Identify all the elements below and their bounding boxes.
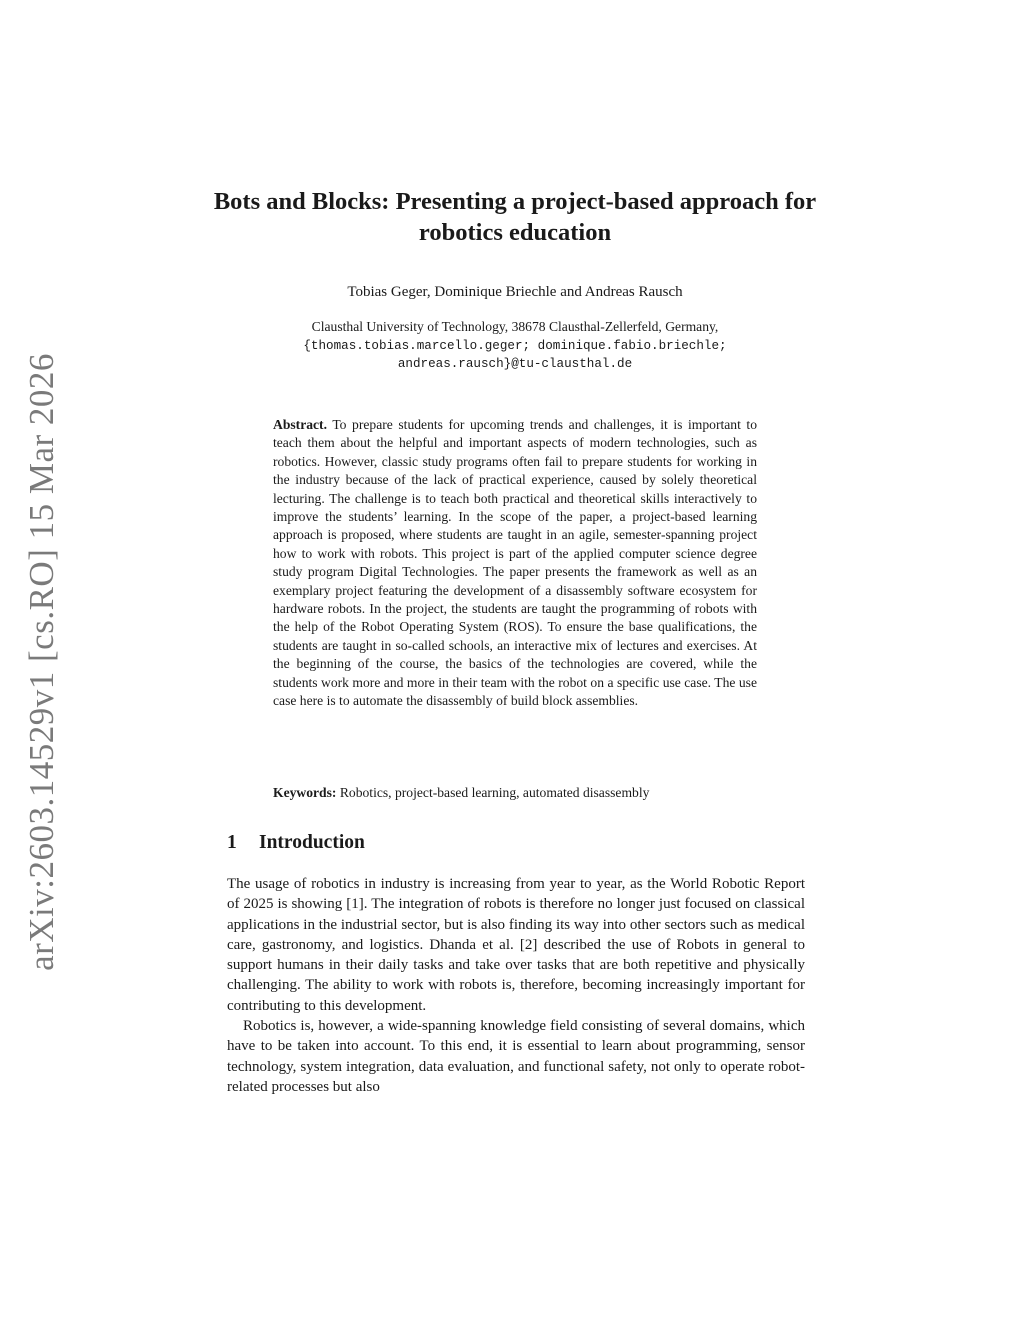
section-heading: [227, 832, 365, 854]
keywords-label: Keywords:: [273, 785, 337, 800]
affiliation-block: [200, 318, 830, 374]
section-number: 1: [227, 832, 237, 853]
keywords-text: Robotics, project-based learning, automated disassembly: [339, 785, 650, 800]
body-paragraph: The usage of robotics in industry is increasing from year to year, as the World Robotic Report of 2025 is showing [1]. The integration of robots is therefore no longer just focused on classical applications in the industrial sector, but is also finding its way into other sectors such as medical care, gastronomy, and logistics. Dhanda et al. [2] described the use of Robots in general to support humans in their daily tasks and take over tasks that are both repetitive and physically challenging. The ability to work with robots is, therefore, becoming increasingly important for contributing to this development.: [227, 876, 805, 1014]
abstract-text: To prepare students for upcoming trends and challenges, it is important to teach them about the helpful and important aspects of modern technologies, such as robotics. However, classic study programs often fail to prepare students for working in the industry because of the lack of practical experience, caused by solely theoretical lecturing. The challenge is to teach both practical and theoretical skills interactively to improve the students’ learning. In the scope of the paper, a project-based learning approach is proposed, where students are taught in an agile, semester-spanning project how to work with robots. This project is part of the applied computer science degree study program Digital Technologies. The paper presents the framework as well as an exemplary project featuring the development of a disassembly software ecosystem for hardware robots. In the project, the students are taught the programming of robots with the help of the Robot Operating System (ROS). To ensure the base qualifications, the students are taught in so-called schools, an interactive mix of lectures and exercises. At the beginning of the course, the basics of the technologies are covered, while the students work more and more in their team with the robot on a specific use case. The use case here is to automate the disassembly of build block assemblies.: [273, 417, 757, 709]
abstract: [273, 416, 757, 711]
author-list: Tobias Geger, Dominique Briechle and Andreas Rausch: [347, 284, 683, 300]
email-line-2: andreas.rausch}@tu-clausthal.de: [397, 357, 633, 371]
paper-title: Bots and Blocks: Presenting a project-based approach for robotics education: [213, 188, 817, 246]
body-paragraph: Robotics is, however, a wide-spanning knowledge field consisting of several domains, which have to be taken into account. To this end, it is essential to learn about programming, sensor technology, system integration, data evaluation, and functional safety, not only to operate robot-related processes but also: [227, 1018, 805, 1095]
section-title: Introduction: [259, 832, 365, 853]
abstract-label: Abstract.: [273, 417, 327, 432]
keywords: [273, 784, 757, 802]
email-line-1: {thomas.tobias.marcello.geger; dominique.fabio.briechle;: [303, 338, 727, 353]
institution: Clausthal University of Technology, 38678 Clausthal-Zellerfeld, Germany,: [311, 319, 719, 334]
arxiv-identifier: arXiv:2603.14529v1 [cs.RO] 15 Mar 2026: [22, 353, 61, 971]
section-body: [227, 874, 805, 1097]
